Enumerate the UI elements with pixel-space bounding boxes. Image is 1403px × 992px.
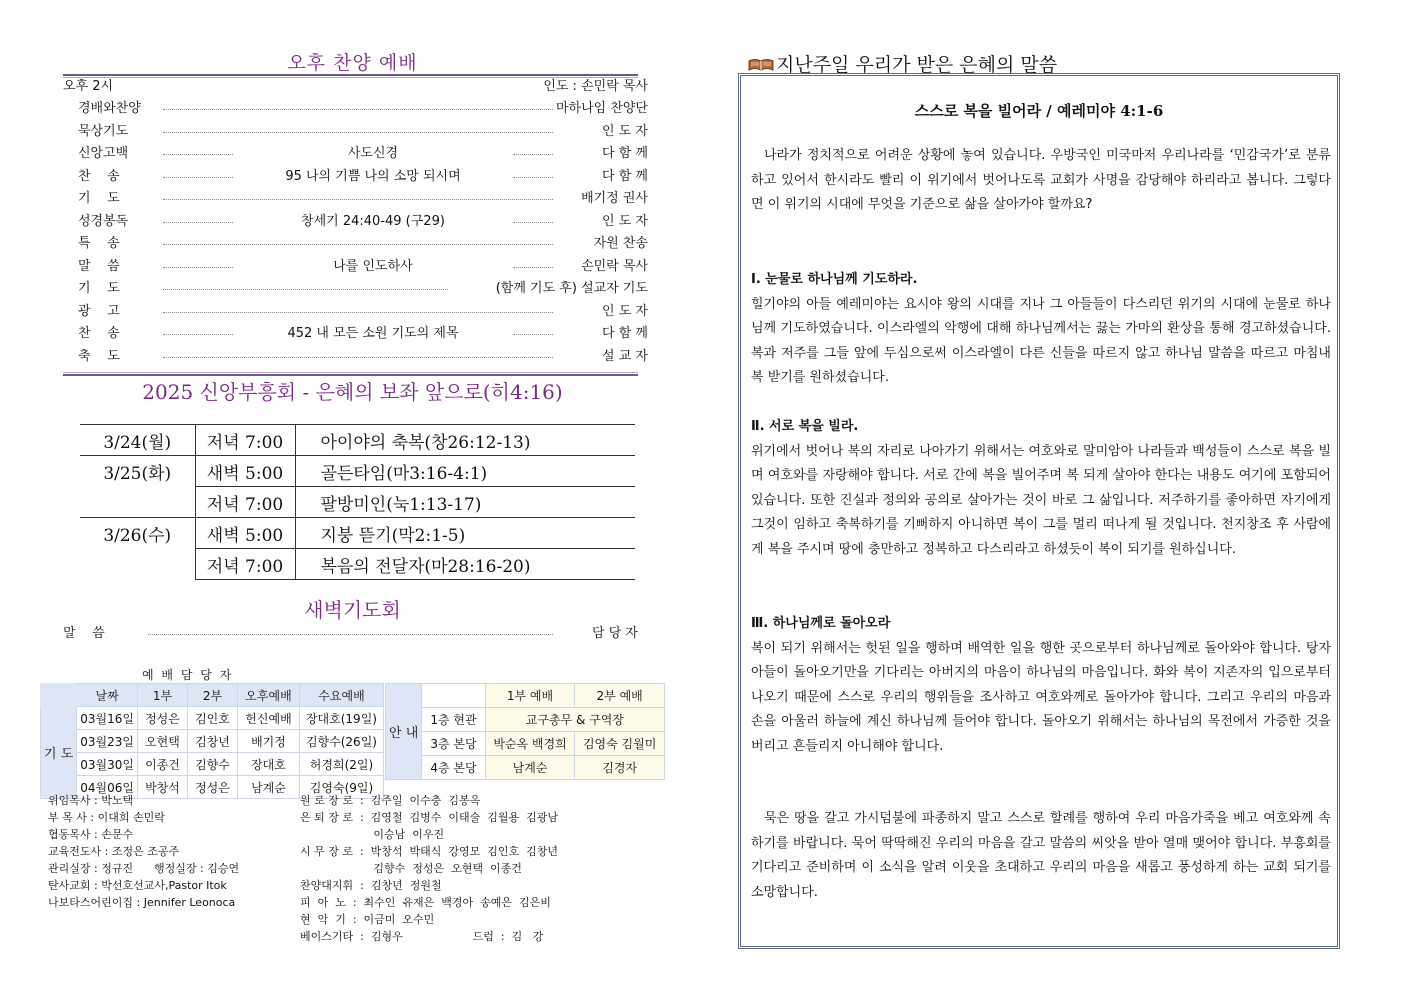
leader-dots	[163, 334, 233, 335]
table-row	[41, 684, 384, 707]
duty-cell: 03월30일	[77, 753, 138, 776]
staff-line: 부 목 사 : 이대희 손민락	[48, 811, 165, 824]
leader-dots	[513, 222, 553, 223]
usher-table	[385, 683, 665, 780]
column-header: 날짜	[77, 684, 138, 707]
order-row	[63, 323, 648, 345]
usher-place: 1층 현관	[422, 708, 485, 732]
column-header: 오후예배	[237, 684, 299, 707]
usher-place: 4층 본당	[422, 756, 485, 780]
leader-dots	[513, 177, 553, 178]
staff-line: 탄사교회 : 박선호선교사,Pastor Itok	[48, 879, 227, 892]
usher-cell: 박순옥 백경희	[485, 732, 575, 756]
service-leader: 인도 : 손민락 목사	[543, 79, 648, 94]
order-label: 광 고	[78, 303, 120, 319]
order-content: 창세기 24:40-49 (구29)	[301, 213, 445, 229]
table-row	[386, 708, 665, 732]
order-person: 인 도 자	[602, 213, 648, 229]
staff-line: 은 퇴 장 로 : 김영철 김병수 이태술 김월용 김광남	[300, 811, 559, 824]
order-label: 축 도	[78, 348, 120, 364]
duty-caption: 예 배 담 당 자	[142, 668, 234, 682]
revival-event: 골든타임(마3:16-4:1)	[295, 456, 635, 487]
point-heading: Ⅰ. 눈물로 하나님께 기도하라.	[751, 272, 918, 287]
order-row	[63, 346, 648, 368]
duty-cell: 이종건	[137, 753, 187, 776]
order-label: 경배와찬양	[78, 101, 141, 116]
revival-time: 새벽 5:00	[195, 456, 295, 487]
service-header-row	[63, 76, 648, 98]
sermon-title: 스스로 복을 빌어라 / 예레미야 4:1-6	[914, 102, 1164, 120]
sermon-intro: 나라가 정치적으로 어려운 상황에 놓여 있습니다. 우방국인 미국마저 우리나라를 ‘민감국가’로 분류하고 있어서 한시라도 빨리 이 위기에서 벗어나도록 교회가 사명을 감당해야 하리라고 봅니다. 그렇다면 이 위기의 시대에 무엇을 기준으로 삶을 살아가야 할까요?	[751, 148, 1331, 213]
duty-cell: 김향수(26일)	[299, 730, 383, 753]
sermon-box	[738, 73, 1340, 949]
duty-cell: 배기정	[237, 730, 299, 753]
order-content: 사도신경	[347, 146, 399, 161]
leader-dots	[513, 267, 553, 268]
point-text: 위기에서 벗어나 복의 자리로 나아가기 위해서는 여호와로 말미암아 나라들과 백성들이 스스로 복을 빌며 여호와를 자랑해야 합니다. 서로 간에 복을 빌어주며 복 되게 살아야 한다는 내용도 여기에 포함되어 있습니다. 또한 진실과 정의와 공의로 살아가는 것이 바로 그 삶입니다. 저주하기를 좋아하면 자기에게 그것이 임하고 축복하기를 기뻐하지 아니하면 복이 그를 멀리 떠나게 될 것입니다. 천지창조 후 사람에게 복을 주시며 땅에 충만하고 정복하고 다스리라고 하셨듯이 복이 되기를 원하십니다.	[751, 443, 1331, 557]
staff-line: 나보타스어린이집 : Jennifer Leonoca	[48, 896, 236, 909]
duty-cell: 정성은	[137, 707, 187, 730]
right-column	[738, 0, 1363, 992]
duty-cell: 김영숙(9일)	[299, 776, 383, 799]
revival-time: 저녁 7:00	[195, 425, 295, 456]
dawn-label: 말 씀	[63, 626, 105, 641]
duty-cell: 04월06일	[77, 776, 138, 799]
table-row	[80, 487, 635, 518]
column-header: 2부 예배	[575, 684, 665, 708]
revival-time: 저녁 7:00	[195, 549, 295, 580]
order-row	[63, 121, 648, 143]
usher-cell: 교구총무 & 구역장	[485, 708, 664, 732]
order-label: 특 송	[78, 236, 120, 251]
order-label: 묵상기도	[78, 123, 129, 139]
order-row	[63, 98, 648, 120]
dawn-row	[63, 624, 638, 644]
staff-line: 위임목사 : 박노택	[48, 794, 134, 807]
order-label: 기 도	[78, 281, 120, 296]
table-row	[41, 753, 384, 776]
staff-line: 원 로 장 로 : 김주일 이수충 김봉옥	[300, 794, 481, 807]
leader-dots	[163, 177, 233, 178]
staff-line: 관리실장 : 정규진 행정실장 : 김승연	[48, 862, 240, 875]
order-label: 기 도	[78, 191, 120, 206]
revival-date: 3/24(월)	[80, 425, 195, 456]
order-label: 말 씀	[78, 258, 120, 274]
leader-dots	[163, 357, 553, 358]
order-content: 나를 인도하사	[333, 258, 413, 274]
order-row	[63, 166, 648, 188]
order-person: 마하나임 찬양단	[555, 101, 648, 116]
revival-title: 2025 신앙부흥회 - 은혜의 보좌 앞으로(히4:16)	[142, 380, 563, 404]
table-row	[41, 730, 384, 753]
staff-line: 시 무 장 로 : 박창석 박태식 강영모 김인호 김창년	[300, 845, 559, 858]
order-row	[63, 301, 648, 323]
revival-date	[80, 549, 195, 580]
sermon-header-text: 지난주일 우리가 받은 은혜의 말씀	[776, 54, 1058, 76]
revival-time: 저녁 7:00	[195, 487, 295, 518]
duty-cell: 장대호	[237, 753, 299, 776]
order-row	[63, 143, 648, 165]
table-row	[80, 456, 635, 487]
revival-event: 지붕 뜯기(막2:1-5)	[295, 518, 635, 549]
duty-table	[40, 683, 384, 799]
point-text: 복이 되기 위해서는 헛된 일을 행하며 배역한 일을 행한 곳으로부터 하나님께로 돌아와야 합니다. 탕자 아들이 돌아오기만을 기다리는 아버지의 마음이 하나님의 마음입니다. 화와 복이 지존자의 입으로부터 나오기 때문에 스스로 우리의 행위들을 조사하고 여호와께로 돌아가야 합니다. 그리고 우리의 마음과 손을 아울러 하늘에 계신 하나님께 들어야 합니다. 돌아오기 위해서는 하나님의 목전에서 가증한 것을 버리고 흔들리지 아니해야 합니다.	[751, 640, 1331, 754]
order-label: 찬 송	[78, 326, 120, 341]
order-person: 다 함 께	[602, 146, 648, 161]
order-person: 손민락 목사	[581, 258, 648, 274]
column-header: 1부	[137, 684, 187, 707]
staff-line: 이승남 이우진	[300, 828, 445, 841]
point-heading: Ⅲ. 하나님께로 돌아오라	[751, 616, 891, 631]
duty-cell: 장대호(19일)	[299, 707, 383, 730]
order-label: 찬 송	[78, 168, 120, 184]
revival-time: 새벽 5:00	[195, 518, 295, 549]
revival-event: 복음의 전달자(마28:16-20)	[295, 549, 635, 580]
leader-dots	[163, 222, 233, 223]
usher-side-label: 안 내	[386, 684, 422, 780]
sermon-point	[751, 612, 1331, 760]
leader-dots	[163, 154, 233, 155]
duty-cell: 03월23일	[77, 730, 138, 753]
duty-cell: 03월16일	[77, 707, 138, 730]
column-header: 1부 예배	[485, 684, 575, 708]
revival-date	[80, 487, 195, 518]
column-header: 수요예배	[299, 684, 383, 707]
order-row	[63, 211, 648, 233]
duty-cell: 남계순	[237, 776, 299, 799]
duty-cell: 김향수	[187, 753, 237, 776]
leader-dots	[163, 267, 233, 268]
sermon-point	[751, 415, 1331, 563]
duty-cell: 박창석	[137, 776, 187, 799]
staff-line: 찬양대지휘 : 김창년 정원철	[300, 879, 442, 892]
order-person: 다 함 께	[602, 168, 648, 184]
dawn-person-label: 담 당 자	[592, 626, 638, 641]
duty-cell: 헌신예배	[237, 707, 299, 730]
order-row	[63, 233, 648, 255]
order-person: 설 교 자	[602, 348, 648, 364]
leader-dots	[163, 244, 553, 245]
duty-cell: 정성은	[187, 776, 237, 799]
point-heading: Ⅱ. 서로 복을 빌라.	[751, 419, 859, 434]
table-row	[386, 684, 665, 708]
leader-dots	[163, 109, 553, 110]
table-row	[41, 707, 384, 730]
order-person: (함께 기도 후) 설교자 기도	[495, 281, 648, 296]
leader-dots	[163, 199, 553, 200]
order-person: 다 함 께	[602, 326, 648, 341]
duty-cell: 허경희(2일)	[299, 753, 383, 776]
order-label: 성경봉독	[78, 213, 129, 229]
duty-cell: 김인호	[187, 707, 237, 730]
leader-dots	[163, 132, 553, 133]
duty-cell: 오현택	[137, 730, 187, 753]
column-header: 2부	[187, 684, 237, 707]
staff-line: 김향수 정성은 오현택 이종건	[300, 862, 522, 875]
leader-dots	[148, 634, 553, 635]
order-content: 452 내 모든 소원 기도의 제목	[287, 326, 459, 341]
duty-side-label: 기 도	[41, 707, 77, 799]
usher-place: 3층 본당	[422, 732, 485, 756]
table-row	[386, 756, 665, 780]
table-row	[80, 518, 635, 549]
duty-cell: 김창년	[187, 730, 237, 753]
revival-schedule	[80, 424, 635, 580]
table-row	[386, 732, 665, 756]
corner-cell	[422, 684, 485, 708]
point-text: 힐기야의 아들 예레미야는 요시야 왕의 시대를 지나 그 아들들이 다스리던 위기의 시대에 눈물로 하나님께 기도하였습니다. 이스라엘의 악행에 대해 하나님께서는 끓는 가마의 환상을 통해 경고하셨습니다. 복과 저주를 그들 앞에 두심으로써 이스라엘이 다른 신들을 따르지 않고 하나님 말씀을 따르고 마침내 복 받기를 원하셨습니다.	[751, 296, 1331, 386]
table-row	[80, 425, 635, 456]
table-row	[80, 549, 635, 580]
order-person: 배기정 권사	[581, 191, 648, 206]
usher-cell: 남계순	[485, 756, 575, 780]
leader-dots	[163, 312, 553, 313]
corner-cell	[41, 684, 77, 707]
staff-line: 현 악 기 : 이금미 오수민	[300, 913, 435, 926]
revival-event: 팔방미인(눅1:13-17)	[295, 487, 635, 518]
dawn-title: 새벽기도회	[304, 598, 401, 622]
usher-cell: 김경자	[575, 756, 665, 780]
staff-line: 교육전도사 : 조정은 조공주	[48, 845, 180, 858]
order-person: 자원 찬송	[593, 236, 648, 251]
order-label: 신앙고백	[78, 146, 129, 161]
sermon-closing: 묵은 땅을 갈고 가시덤불에 파종하지 말고 스스로 할례를 행하여 우리 마음가죽을 베고 여호와께 속하기를 바랍니다. 묵어 딱딱해진 우리의 마음을 갈고 말씀의 씨앗을 받아 열매 맺어야 합니다. 부흥회를 기다리고 준비하며 이 소식을 알려 이웃을 초대하고 우리의 마음을 새롭고 풍성하게 하는 교회 되기를 소망합니다.	[751, 811, 1331, 900]
staff-right-column	[300, 792, 640, 945]
service-time: 오후 2시	[63, 79, 114, 94]
leader-dots	[163, 289, 448, 290]
revival-event: 아이야의 축복(창26:12-13)	[295, 425, 635, 456]
sermon-point	[751, 268, 1331, 391]
open-book-icon	[748, 58, 774, 72]
staff-line: 베이스기타 : 김형우 드럼 : 김 강	[300, 930, 544, 943]
service-title: 오후 찬양 예배	[287, 52, 418, 74]
staff-line: 협동목사 : 손문수	[48, 828, 134, 841]
order-content: 95 나의 기쁨 나의 소망 되시며	[285, 168, 461, 184]
order-row	[63, 188, 648, 210]
order-person: 인 도 자	[602, 123, 648, 139]
revival-date: 3/26(수)	[80, 518, 195, 549]
staff-left-column	[48, 792, 278, 911]
staff-line: 피 아 노 : 최수인 유재은 백경아 송예은 김은비	[300, 896, 551, 909]
usher-cell: 김영숙 김월미	[575, 732, 665, 756]
leader-dots	[513, 334, 553, 335]
order-person: 인 도 자	[602, 303, 648, 319]
leader-dots	[513, 154, 553, 155]
order-row	[63, 278, 648, 300]
revival-date: 3/25(화)	[80, 456, 195, 487]
left-column	[40, 0, 665, 992]
order-row	[63, 256, 648, 278]
